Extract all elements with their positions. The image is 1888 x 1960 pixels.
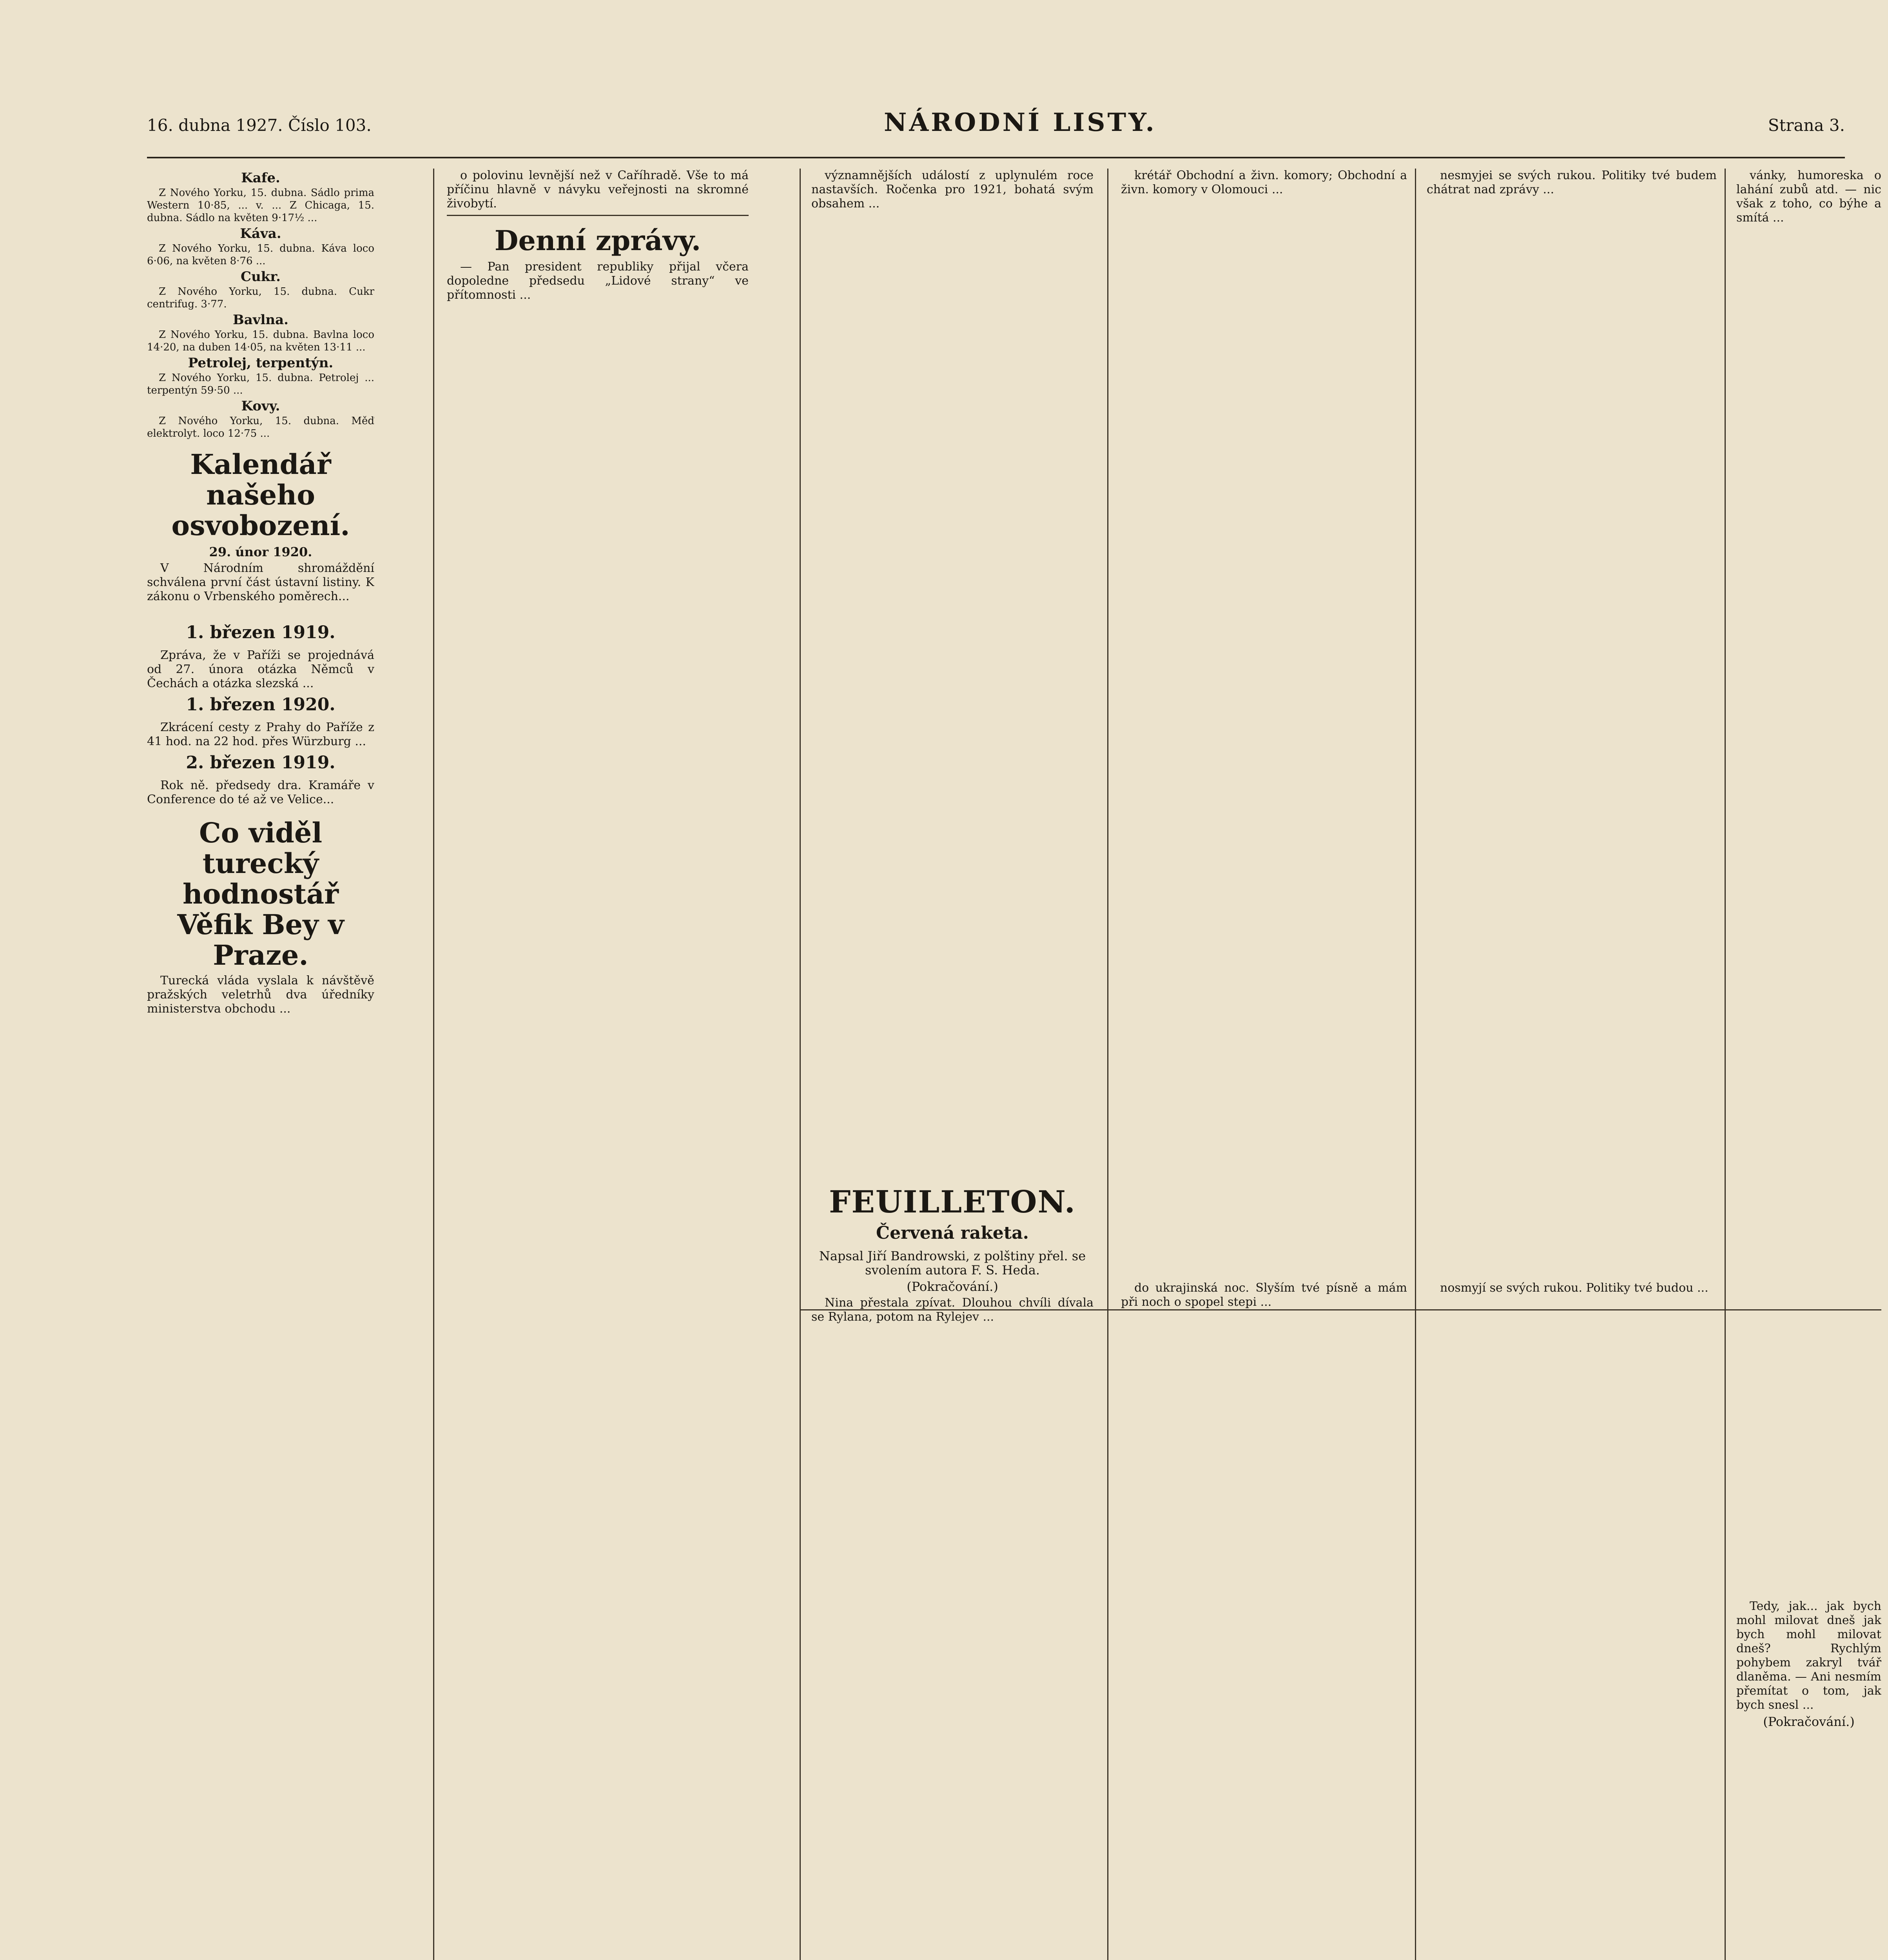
- column-divider: [433, 169, 434, 1960]
- feuilleton-continued: (Pokračování.): [907, 1279, 998, 1294]
- illegible-body: [1121, 199, 1407, 1281]
- article-text: vánky, humoreska o lahání zubů atd. — nic však z toho, co býhe a smítá ...: [1736, 169, 1881, 225]
- article-text: významnějších událostí z uplynulém roce nastavších. Ročenka pro 1921, bohatá svým obsahem ...: [811, 169, 1094, 211]
- section-rule: [447, 215, 749, 216]
- market-title: Káva.: [240, 226, 281, 241]
- illegible-body: [1427, 199, 1717, 1281]
- illegible-text: [147, 606, 374, 619]
- market-text: Z Nového Yorku, 15. dubna. Káva loco 6·06, na květen 8·76 ...: [147, 243, 374, 267]
- calendar-date: 29. únor 1920.: [209, 544, 312, 559]
- column-5: [1427, 169, 1717, 1960]
- feuilleton-title: FEUILLETON.: [829, 1184, 1076, 1220]
- market-reports: [147, 172, 374, 440]
- feuilleton-ending: Tedy, jak... jak bych mohl milovat dneš jak bych mohl milovat dneš? Rychlým pohybem zakryl tvář dlaněma. — Ani nesmím přemítat o tom, jak bych snesl ...: [1736, 1599, 1881, 1712]
- visit-title: Co viděl turecký hodnostář Věfik Bey v Praze.: [177, 817, 344, 971]
- feuilleton-text: do ukrajinská noc. Slyším tvé písně a mám při noch o spopel stepi ...: [1121, 1281, 1407, 1309]
- feuilleton-text: nosmyjí se svých rukou. Politiky tvé budou ...: [1440, 1281, 1708, 1295]
- column-divider: [800, 169, 801, 1960]
- market-title: Cukr.: [241, 269, 281, 285]
- calendar-date: 1. březen 1919.: [186, 622, 336, 642]
- feuilleton-author: Napsal Jiří Bandrowski, z polštiny přel. se svolením autora F. S. Heda.: [819, 1249, 1086, 1278]
- feuilleton-text: Nina přestala zpívat. Dlouhou chvíli dívala se Rylana, potom na Rylejev ...: [811, 1296, 1094, 1324]
- column-divider: [1415, 169, 1416, 1960]
- calendar-date: 2. březen 1919.: [186, 753, 336, 773]
- market-text: Z Nového Yorku, 15. dubna. Cukr centrifug. 3·77.: [147, 286, 374, 310]
- column-2: [447, 169, 749, 1960]
- column-1: [147, 169, 374, 1960]
- article-continuation: o polovinu levnější než v Caříhradě. Vše to má příčinu hlavně v návyku veřejnosti na skromné živobytí.: [447, 169, 749, 211]
- header-rule: [147, 157, 1845, 158]
- market-title: Kovy.: [241, 398, 280, 414]
- feuilleton-story-title: Červená raketa.: [876, 1223, 1029, 1243]
- daily-news-title: Denní zprávy.: [494, 224, 701, 257]
- market-text: Z Nového Yorku, 15. dubna. Petrolej ... terpentýn 59·50 ...: [147, 372, 374, 396]
- column-6: [1736, 169, 1881, 1960]
- header-date-issue: 16. dubna 1927. Číslo 103.: [147, 116, 372, 135]
- header-page-number: Strana 3.: [1768, 116, 1845, 135]
- feuilleton-rule: [800, 1309, 1881, 1310]
- header-paper-name: NÁRODNÍ LISTY.: [884, 108, 1157, 137]
- daily-news-text: — Pan president republiky přijal včera dopoledne předsedu „Lidové strany“ ve přítomnosti ...: [447, 260, 749, 302]
- visit-text: Turecká vláda vyslala k návštěvě pražských veletrhů dva úředníky ministerstva obchodu ...: [147, 974, 374, 1016]
- calendar-entry: Zpráva, že v Paříži se projednává od 27. února otázka Němců v Čechách a otázka slezská ...: [147, 648, 374, 690]
- market-text: Z Nového Yorku, 15. dubna. Sádlo prima Western 10·85, ... v. ... Z Chicaga, 15. dubna. Sádlo na květen 9·17½ ...: [147, 187, 374, 224]
- calendar-entry: Rok ně. předsedy dra. Kramáře v Conference do té až ve Velice...: [147, 779, 374, 806]
- column-4: [1121, 169, 1407, 1960]
- article-text: krétář Obchodní a živn. komory; Obchodní a živn. komory v Olomouci ...: [1121, 169, 1407, 196]
- illegible-body: [811, 213, 1094, 1178]
- market-text: Z Nového Yorku, 15. dubna. Měď elektrolyt. loco 12·75 ...: [147, 415, 374, 439]
- column-divider: [1725, 169, 1726, 1960]
- column-divider: [1107, 169, 1108, 1960]
- market-title: Petrolej, terpentýn.: [188, 355, 334, 371]
- market-title: Kafe.: [241, 170, 280, 186]
- calendar-title: Kalendář našeho osvobození.: [171, 448, 350, 542]
- calendar-entry: Zkrácení cesty z Prahy do Paříže z 41 hod. na 22 hod. přes Würzburg ...: [147, 720, 374, 748]
- market-text: Z Nového Yorku, 15. dubna. Bavlna loco 14·20, na duben 14·05, na květen 13·11 ...: [147, 329, 374, 353]
- column-3: [811, 169, 1094, 1960]
- market-title: Bavlna.: [232, 312, 289, 328]
- feuilleton-continued: (Pokračování.): [1763, 1714, 1855, 1729]
- calendar-entry: V Národním shromáždění schválena první část ústavní listiny. K zákonu o Vrbenského poměrech...: [147, 561, 374, 603]
- page-header: [147, 108, 1845, 151]
- calendar-date: 1. březen 1920.: [186, 695, 336, 715]
- illegible-body: [1736, 227, 1881, 1599]
- article-text: nesmyjei se svých rukou. Politiky tvé budem chátrat nad zprávy ...: [1427, 169, 1717, 196]
